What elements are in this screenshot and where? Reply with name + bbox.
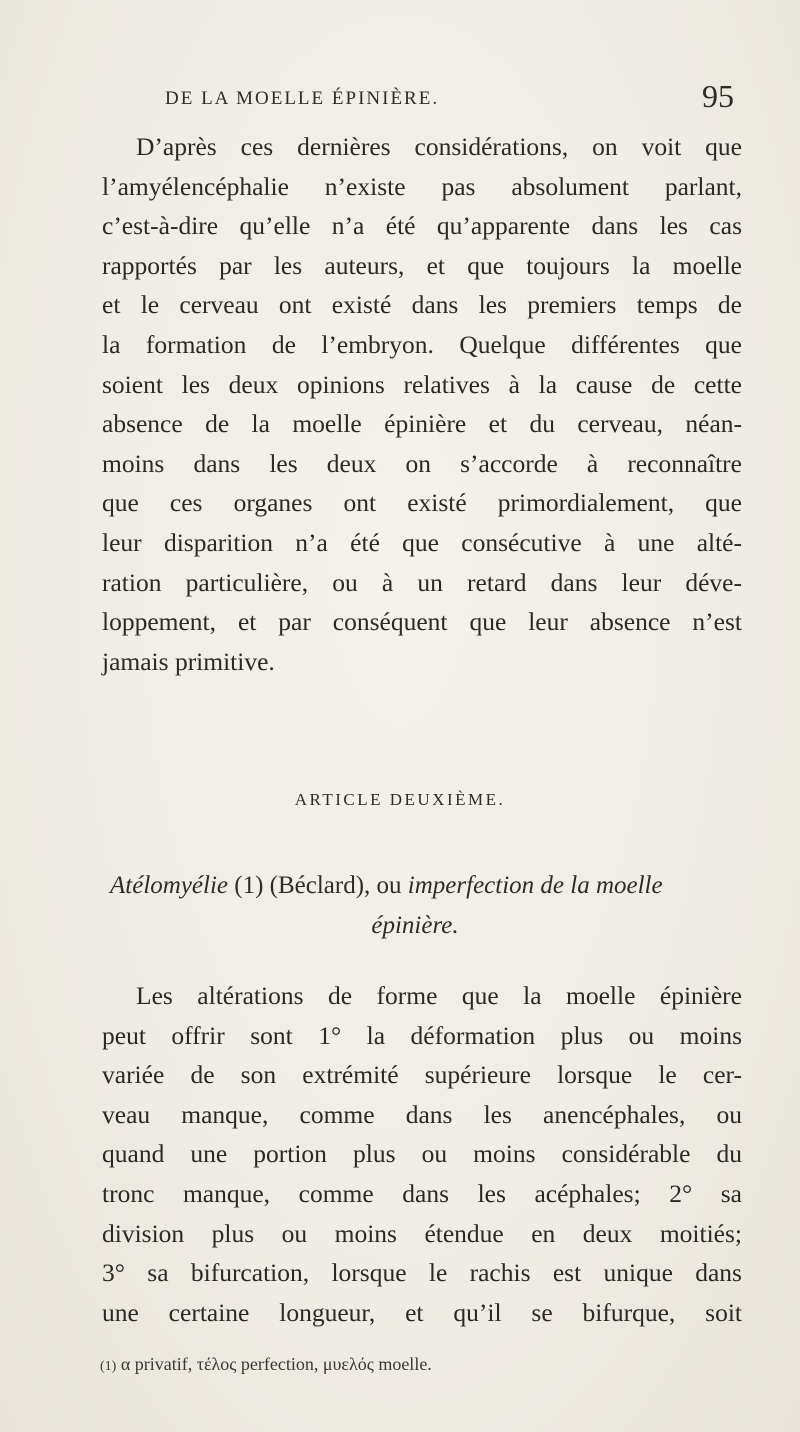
article-subtitle	[100, 866, 760, 946]
subtitle-definition: imperfection de la moelle	[407, 872, 663, 899]
text-line: peut offrir sont 1° la déformation plus ou moins	[102, 1020, 742, 1050]
text-line: D’après ces dernières considérations, on voit que	[136, 132, 742, 161]
text-line: une certaine longueur, et qu’il se bifurque, soit	[102, 1297, 742, 1327]
paragraph-amyelencephalie	[102, 127, 742, 681]
subtitle-line-2: épinière.	[371, 912, 459, 939]
text-line: division plus ou moins étendue en deux moitiés;	[102, 1218, 742, 1248]
text-line: leur disparition n’a été que consécutive à une alté-	[102, 527, 742, 557]
page-number: 95	[702, 78, 734, 114]
text-line: loppement, et par conséquent que leur absence n’est	[102, 607, 742, 637]
text-line: c’est-à-dire qu’elle n’a été qu’apparente dans les cas	[102, 211, 742, 241]
text-line: absence de la moelle épinière et du cerveau, néan-	[102, 409, 742, 439]
text-line: variée de son extrémité supérieure lorsque le cer-	[102, 1060, 742, 1090]
text-line: soient les deux opinions relatives à la cause de cette	[102, 369, 742, 399]
footnote	[100, 1354, 760, 1375]
subtitle-conjunction: ou	[376, 872, 402, 899]
text-line: ration particulière, ou à un retard dans leur déve-	[102, 567, 742, 597]
text-line: veau manque, comme dans les anencéphales, ou	[102, 1099, 742, 1129]
running-head: DE LA MOELLE ÉPINIÈRE.	[165, 88, 440, 109]
text-line: jamais primitive.	[102, 646, 275, 676]
text-line: quand une portion plus ou moins considérable du	[102, 1139, 742, 1169]
page-header	[120, 78, 800, 122]
text-line: la formation de l’embryon. Quelque différentes que	[102, 329, 742, 359]
text-line: rapportés par les auteurs, et que toujours la moelle	[102, 250, 742, 280]
subtitle-term: Atélomyélie	[110, 872, 228, 899]
text-line: tronc manque, comme dans les acéphales; 2° sa	[102, 1178, 742, 1208]
text-line: moins dans les deux on s’accorde à reconnaître	[102, 448, 742, 478]
article-heading: ARTICLE DEUXIÈME.	[294, 790, 506, 809]
footnote-mark: (1)	[100, 1359, 117, 1374]
subtitle-author: (Béclard),	[269, 872, 371, 899]
text-line: 3° sa bifurcation, lorsque le rachis est unique dans	[102, 1258, 742, 1288]
subtitle-line-1	[100, 866, 760, 906]
paragraph-alterations	[102, 976, 742, 1332]
footnote-text: α privatif, τέλος perfection, μυελός moelle.	[120, 1354, 432, 1374]
text-line: Les altérations de forme que la moelle épinière	[136, 981, 742, 1010]
text-line: l’amyélencéphalie n’existe pas absolument parlant,	[102, 171, 742, 201]
text-line: que ces organes ont existé primordialement, que	[102, 488, 742, 518]
footnote-reference: (1)	[234, 872, 264, 899]
text-line: et le cerveau ont existé dans les premiers temps de	[102, 290, 742, 320]
